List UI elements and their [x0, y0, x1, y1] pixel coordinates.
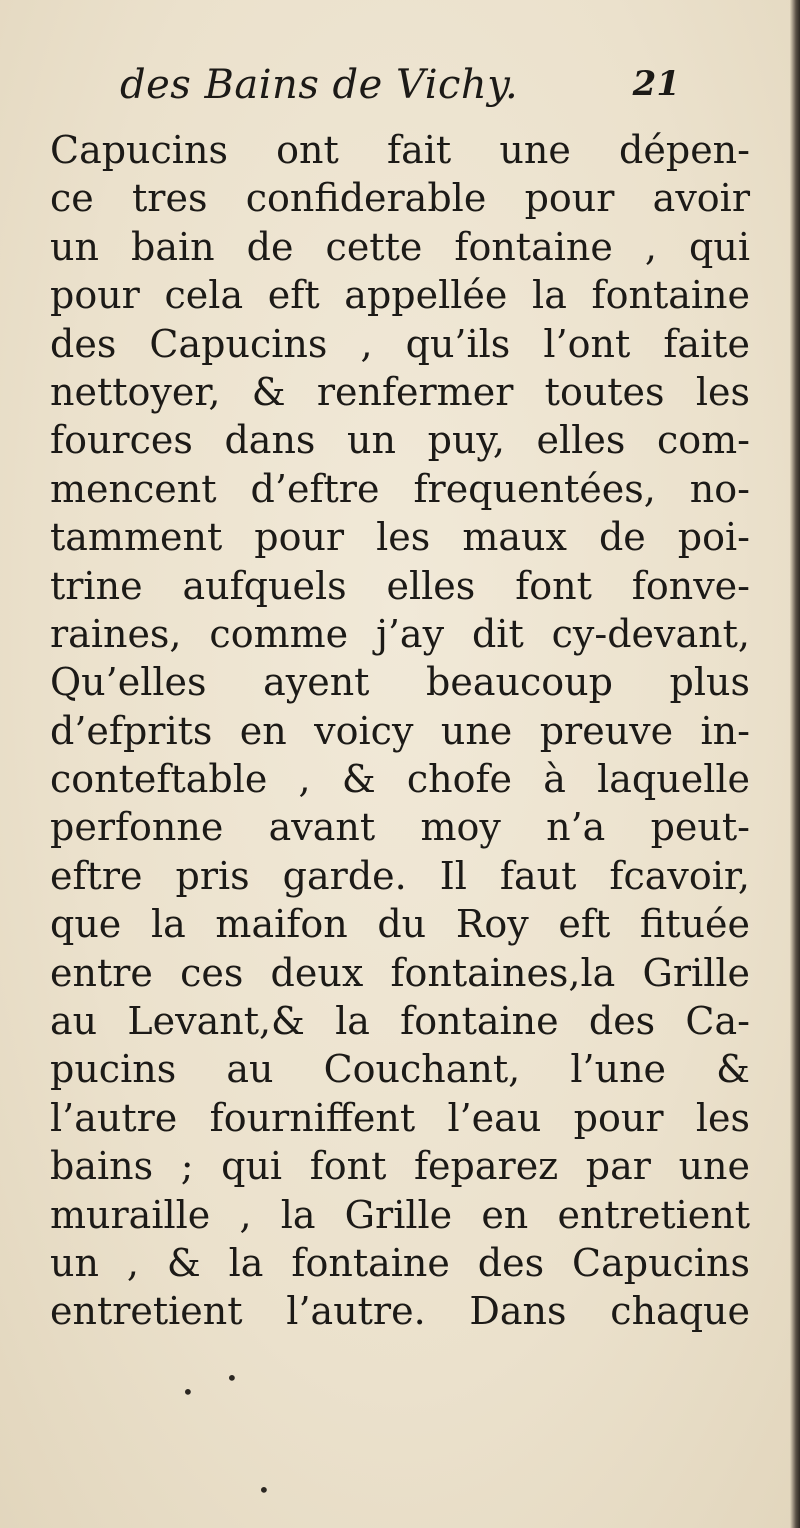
text-line: eftre pris garde. Il faut fcavoir, [50, 853, 750, 898]
text-line: l’autre fourniffent l’eau pour les [50, 1095, 750, 1140]
text-line: d’efprits en voicy une preuve in- [50, 708, 750, 753]
text-line: ce tres confiderable pour avoir [50, 176, 750, 221]
ink-mark: • [258, 1478, 270, 1502]
running-title: des Bains de Vichy. [120, 62, 519, 108]
ink-mark: • [226, 1366, 238, 1390]
text-line: un bain de cette fontaine , qui [50, 224, 750, 269]
text-line: entre ces deux fontaines,la Grille [50, 950, 750, 995]
text-line: des Capucins , qu’ils l’ont faite [50, 321, 750, 366]
text-line: entretient l’autre. Dans chaque [50, 1289, 750, 1334]
text-line: nettoyer, & renfermer toutes les [50, 369, 750, 414]
ink-mark: • [182, 1380, 194, 1404]
text-line: que la maifon du Roy eft fituée [50, 902, 750, 947]
text-line: raines, comme j’ay dit cy-devant, [50, 611, 750, 656]
text-line: pucins au Couchant, l’une & [50, 1047, 750, 1092]
page-footer-marks [0, 1366, 800, 1520]
text-line: trine aufquels elles font fonve- [50, 563, 750, 608]
text-line: muraille , la Grille en entretient [50, 1192, 750, 1237]
text-line: Qu’elles ayent beaucoup plus [50, 660, 750, 705]
text-line: Capucins ont fait une dépen- [50, 128, 750, 172]
text-line: fources dans un puy, elles com- [50, 418, 750, 463]
text-line: un , & la fontaine des Capucins [50, 1240, 750, 1285]
body-text [50, 126, 750, 1336]
text-line: perfonne avant moy n’a peut- [50, 805, 750, 850]
text-line: tamment pour les maux de poi- [50, 515, 750, 560]
text-line: pour cela eft appellée la fontaine [50, 273, 750, 318]
page-header [120, 62, 680, 122]
text-line: conteftable , & chofe à laquelle [50, 757, 750, 802]
text-line: mencent d’eftre frequentées, no- [50, 466, 750, 511]
text-line: bains ; qui font feparez par une [50, 1144, 750, 1189]
page-edge-shadow [790, 0, 800, 1528]
page-number: 21 [632, 64, 680, 104]
text-line: au Levant,& la fontaine des Ca- [50, 999, 750, 1044]
